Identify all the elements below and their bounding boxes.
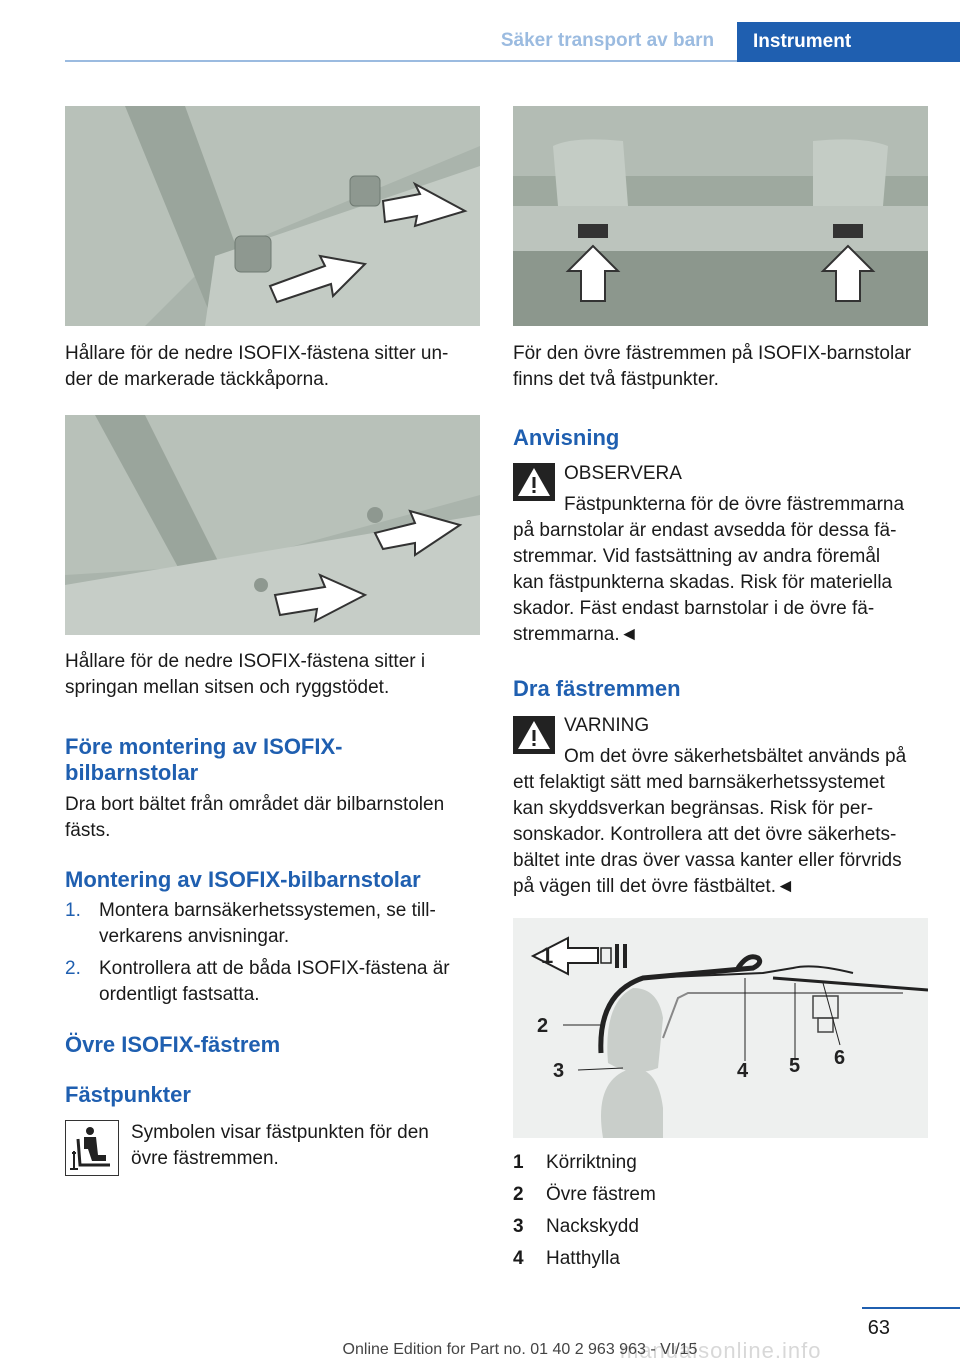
para-before-mounting-line-1: Dra bort bältet från området där bilbarnstolen bbox=[65, 794, 445, 815]
legend-text: Nackskydd bbox=[546, 1216, 639, 1237]
caption-photo-3-line-2: finns det två fästpunkter. bbox=[513, 369, 719, 390]
caption-photo-2-line-1: Hållare för de nedre ISOFIX-fästena sitter i bbox=[65, 651, 426, 672]
legend-number: 4 bbox=[513, 1248, 524, 1269]
note-line: skador. Fäst endast barnstolar i de övre fä- bbox=[513, 598, 875, 619]
warning-line: bältet inte dras över vassa kanter eller förvrids bbox=[513, 850, 902, 871]
caption-photo-1-line-1: Hållare för de nedre ISOFIX-fästena sitter un- bbox=[65, 343, 449, 364]
warning-triangle-icon bbox=[513, 716, 555, 754]
list-item bbox=[65, 956, 480, 1008]
diagram-label: 1 bbox=[541, 943, 554, 968]
heading-anchor-points: Fästpunkter bbox=[65, 1082, 191, 1107]
section-title: Säker transport av barn bbox=[500, 30, 715, 51]
note-line: på barnstolar är endast avsedda för dessa fä- bbox=[513, 520, 897, 541]
heading-upper-tether: Övre ISOFIX-fästrem bbox=[65, 1032, 281, 1057]
list-item-text-line-2: ordentligt fastsatta. bbox=[99, 984, 260, 1005]
diagram-label: 2 bbox=[537, 1015, 549, 1037]
diagram-label: 4 bbox=[737, 1060, 749, 1082]
header-rule bbox=[65, 60, 737, 62]
list-item-text-line-2: verkarens anvisningar. bbox=[99, 926, 290, 947]
note-line: stremmarna.◄ bbox=[513, 624, 639, 645]
diagram-label: 6 bbox=[834, 1047, 846, 1069]
symbol-text-line-2: övre fästremmen. bbox=[131, 1148, 279, 1169]
watermark: manualsonline.info bbox=[620, 1338, 822, 1363]
warning-line: på vägen till det övre fästbältet.◄ bbox=[513, 876, 795, 897]
warning-line: kan skyddsverkan begränsas. Risk för per- bbox=[513, 798, 874, 819]
diagram-label: 5 bbox=[789, 1055, 801, 1077]
para-before-mounting-line-2: fästs. bbox=[65, 820, 111, 841]
warning-line: ett felaktigt sätt med barnsäkerhetssystemet bbox=[513, 772, 885, 793]
heading-before-mounting-line-1: Före montering av ISOFIX- bbox=[65, 734, 343, 759]
chapter-tab[interactable]: Instrument bbox=[737, 22, 960, 62]
heading-note: Anvisning bbox=[513, 425, 620, 450]
photo-isofix-gap bbox=[65, 415, 480, 635]
legend-number: 2 bbox=[513, 1184, 524, 1205]
diagram-label: 3 bbox=[553, 1060, 565, 1082]
warning-line: Om det övre säkerhetsbältet används på bbox=[564, 746, 907, 767]
isofix-symbol-icon bbox=[65, 1120, 119, 1176]
note-line: kan fästpunkterna skadas. Risk för materiella bbox=[513, 572, 893, 593]
legend-text: Körriktning bbox=[546, 1152, 637, 1173]
legend-number: 3 bbox=[513, 1216, 524, 1237]
warning-triangle-icon bbox=[513, 463, 555, 501]
list-item-number: 1. bbox=[65, 900, 81, 921]
legend-text: Övre fästrem bbox=[546, 1184, 656, 1205]
note-line: stremmar. Vid fastsättning av andra föremål bbox=[513, 546, 881, 567]
note-title: OBSERVERA bbox=[564, 463, 682, 484]
symbol-text-line-1: Symbolen visar fästpunkten för den bbox=[131, 1122, 429, 1143]
heading-pull-tether: Dra fästremmen bbox=[513, 676, 681, 701]
note-line: Fästpunkterna för de övre fästremmarna bbox=[564, 494, 905, 515]
edition-text: Online Edition for Part no. 01 40 2 963 963 - VI/15 bbox=[342, 1341, 698, 1358]
caption-photo-3-line-1: För den övre fästremmen på ISOFIX-barnstolar bbox=[513, 343, 912, 364]
list-item bbox=[65, 898, 480, 950]
footer-rule bbox=[862, 1307, 960, 1309]
photo-isofix-covers bbox=[65, 106, 480, 326]
tether-diagram bbox=[513, 918, 928, 1138]
legend-text: Hatthylla bbox=[546, 1248, 620, 1269]
caption-photo-1-line-2: der de markerade täckkåporna. bbox=[65, 369, 330, 390]
page-number: 63 bbox=[867, 1317, 890, 1339]
photo-upper-anchor-points bbox=[513, 106, 928, 326]
caption-photo-2-line-2: springan mellan sitsen och ryggstödet. bbox=[65, 677, 390, 698]
warning-title: VARNING bbox=[564, 715, 650, 736]
list-item-text-line-1: Montera barnsäkerhetssystemen, se till- bbox=[99, 900, 436, 921]
legend-number: 1 bbox=[513, 1152, 524, 1173]
page-header bbox=[0, 0, 960, 62]
warning-line: sonskador. Kontrollera att det övre säkerhets- bbox=[513, 824, 897, 845]
heading-mounting: Montering av ISOFIX-bilbarnstolar bbox=[65, 867, 421, 892]
list-item-text-line-1: Kontrollera att de båda ISOFIX-fästena är bbox=[99, 958, 450, 979]
heading-before-mounting-line-2: bilbarnstolar bbox=[65, 760, 199, 785]
list-item-number: 2. bbox=[65, 958, 81, 979]
